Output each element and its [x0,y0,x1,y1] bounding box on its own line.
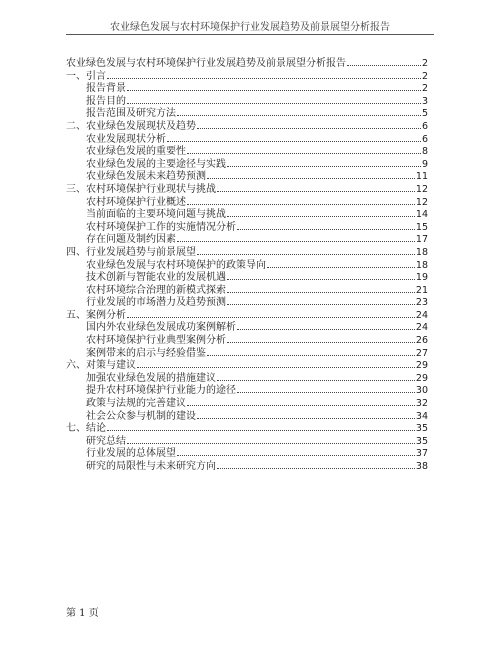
dot-leader [177,241,415,242]
toc-entry-text: 农村环境保护行业典型案例分析 [86,335,226,347]
dot-leader [227,342,415,343]
toc-subsection-entry[interactable] [66,159,428,172]
toc-entry-text: 三、农村环境保护行业现状与挑战 [66,183,216,195]
toc-entry-text: 提升农村环境保护行业能力的途径 [86,385,236,397]
dot-leader [197,128,421,129]
dot-leader [197,254,415,255]
toc-subsection-entry[interactable] [66,335,428,348]
toc-entry-text: 农业绿色发展未来趋势预测 [86,171,206,183]
toc-subsection-entry[interactable] [66,234,428,247]
toc-entry-text: 当前面临的主要环境问题与挑战 [86,209,226,221]
toc-entry-page: 15 [415,221,428,233]
toc-entry-page: 17 [415,234,428,246]
dot-leader [127,317,415,318]
toc-subsection-entry[interactable] [66,197,428,210]
toc-entry-page: 26 [415,335,428,347]
toc-section-entry[interactable] [66,71,428,84]
toc-subsection-entry[interactable] [66,448,428,461]
toc-section-entry[interactable] [66,310,428,323]
dot-leader [127,443,415,444]
dot-leader [347,65,421,66]
toc-entry-text: 农村环境保护行业概述 [86,196,186,208]
toc-entry-page: 35 [415,423,428,435]
dot-leader [237,392,415,393]
toc-section-entry[interactable] [66,360,428,373]
toc-entry-page: 37 [415,448,428,460]
toc-entry-page: 12 [415,196,428,208]
toc-subsection-entry[interactable] [66,398,428,411]
toc-entry-text: 农村环境保护工作的实施情况分析 [86,221,236,233]
toc-entry-page: 14 [415,209,428,221]
toc-entry-page: 27 [415,347,428,359]
dot-leader [217,380,415,381]
toc-entry-page: 18 [415,259,428,271]
toc-entry-page: 2 [421,70,428,82]
toc-entry-page: 2 [421,83,428,95]
toc-subsection-entry[interactable] [66,134,428,147]
toc-entry-page: 9 [421,158,428,170]
dot-leader [127,103,421,104]
toc-entry-text: 农业绿色发展与农村环境保护的政策导向 [86,259,266,271]
toc-entry-text: 社会公众参与机制的建设 [86,410,196,422]
toc-subsection-entry[interactable] [66,209,428,222]
toc-section-entry[interactable] [66,184,428,197]
toc-entry-text: 农业绿色发展与农村环境保护行业发展趋势及前景展望分析报告 [66,58,346,69]
toc-section-entry[interactable] [66,423,428,436]
toc-entry-page: 6 [421,120,428,132]
toc-subsection-entry[interactable] [66,411,428,424]
toc-entry-text: 案例带来的启示与经验借鉴 [86,347,206,359]
dot-leader [107,430,415,431]
toc-entry-text: 研究总结 [86,435,126,447]
dot-leader [207,178,415,179]
dot-leader [177,455,415,456]
toc-entry-text: 研究的局限性与未来研究方向 [86,461,216,472]
toc-entry-text: 存在问题及制约因素 [86,234,176,246]
dot-leader [197,418,415,419]
toc-subsection-entry[interactable] [66,436,428,449]
toc-entry-text: 农业绿色发展的主要途径与实践 [86,158,226,170]
dot-leader [187,405,415,406]
toc-entry-page: 30 [415,385,428,397]
toc-entry-text: 五、案例分析 [66,309,126,321]
toc-entry-text: 政策与法规的完善建议 [86,398,186,410]
toc-entry-page: 6 [421,133,428,145]
dot-leader [187,153,421,154]
toc-subsection-entry[interactable] [66,373,428,386]
toc-entry-text: 国内外农业绿色发展成功案例解析 [86,322,236,334]
toc-entry-page: 24 [415,309,428,321]
dot-leader [187,204,415,205]
dot-leader [227,304,415,305]
dot-leader [217,191,415,192]
dot-leader [227,279,415,280]
dot-leader [207,355,415,356]
toc-entry-page: 24 [415,322,428,334]
toc-subsection-entry[interactable] [66,83,428,96]
dot-leader [107,78,421,79]
page-number: 第 1 页 [66,608,99,619]
dot-leader [237,329,415,330]
toc-entry-page: 35 [415,435,428,447]
toc-entry-text: 农村环境综合治理的新模式探索 [86,284,226,296]
toc-entry-text: 报告背景 [86,83,126,95]
toc-section-entry[interactable] [66,121,428,134]
dot-leader [237,229,415,230]
toc-entry-page: 29 [415,372,428,384]
toc-subsection-entry[interactable] [66,297,428,310]
toc-subsection-entry[interactable] [66,272,428,285]
toc-entry-text: 四、行业发展趋势与前景展望 [66,246,196,258]
toc-subsection-entry[interactable] [66,108,428,121]
toc-subsection-entry[interactable] [66,222,428,235]
toc-entry-page: 38 [415,461,428,472]
toc-entry-text: 技术创新与智能农业的发展机遇 [86,272,226,284]
dot-leader [137,367,415,368]
toc-entry-text: 一、引言 [66,70,106,82]
toc-section-entry[interactable] [66,247,428,260]
toc-entry-text: 报告目的 [86,95,126,107]
toc-entry-text: 六、对策与建议 [66,360,136,372]
dot-leader [227,166,421,167]
toc-entry-text: 二、农业绿色发展现状及趋势 [66,120,196,132]
dot-leader [127,90,421,91]
toc-entry-text: 加强农业绿色发展的措施建议 [86,372,216,384]
toc-entry-page: 3 [421,95,428,107]
toc-entry-text: 报告范围及研究方法 [86,108,176,120]
toc-entry-text: 行业发展的市场潜力及趋势预测 [86,297,226,309]
toc-entry-page: 34 [415,410,428,422]
toc-subsection-entry[interactable] [66,348,428,361]
page-header: 农业绿色发展与农村环境保护行业发展趋势及前景展望分析报告 [110,22,390,33]
toc-subsection-entry[interactable] [66,285,428,298]
toc-entry-page: 5 [421,108,428,120]
toc-entry-text: 行业发展的总体展望 [86,448,176,460]
toc-entry-page: 11 [415,171,428,183]
toc-subsection-entry[interactable] [66,171,428,184]
toc-entry-page: 19 [415,272,428,284]
toc-subsection-entry[interactable] [66,260,428,273]
dot-leader [167,141,421,142]
toc-subsection-entry[interactable] [66,96,428,109]
dot-leader [267,267,415,268]
header-divider [66,34,434,35]
toc-subsection-entry[interactable] [66,385,428,398]
toc-entry-text: 农业发展现状分析 [86,133,166,145]
toc-entry-page: 8 [421,146,428,158]
dot-leader [177,115,421,116]
dot-leader [217,468,415,469]
toc-subsection-entry[interactable] [66,461,428,474]
toc-entry-page: 18 [415,246,428,258]
toc-subsection-entry[interactable] [66,146,428,159]
toc-entry-text: 农业绿色发展的重要性 [86,146,186,158]
toc-entry-page: 23 [415,297,428,309]
toc-entry-page: 21 [415,284,428,296]
toc-title-entry[interactable] [66,58,428,71]
toc-subsection-entry[interactable] [66,322,428,335]
dot-leader [227,216,415,217]
toc-entry-page: 32 [415,398,428,410]
toc-entry-text: 七、结论 [66,423,106,435]
toc-entry-page: 29 [415,360,428,372]
table-of-contents [66,58,428,474]
dot-leader [227,292,415,293]
toc-entry-page: 12 [415,183,428,195]
toc-entry-page: 2 [421,58,428,69]
